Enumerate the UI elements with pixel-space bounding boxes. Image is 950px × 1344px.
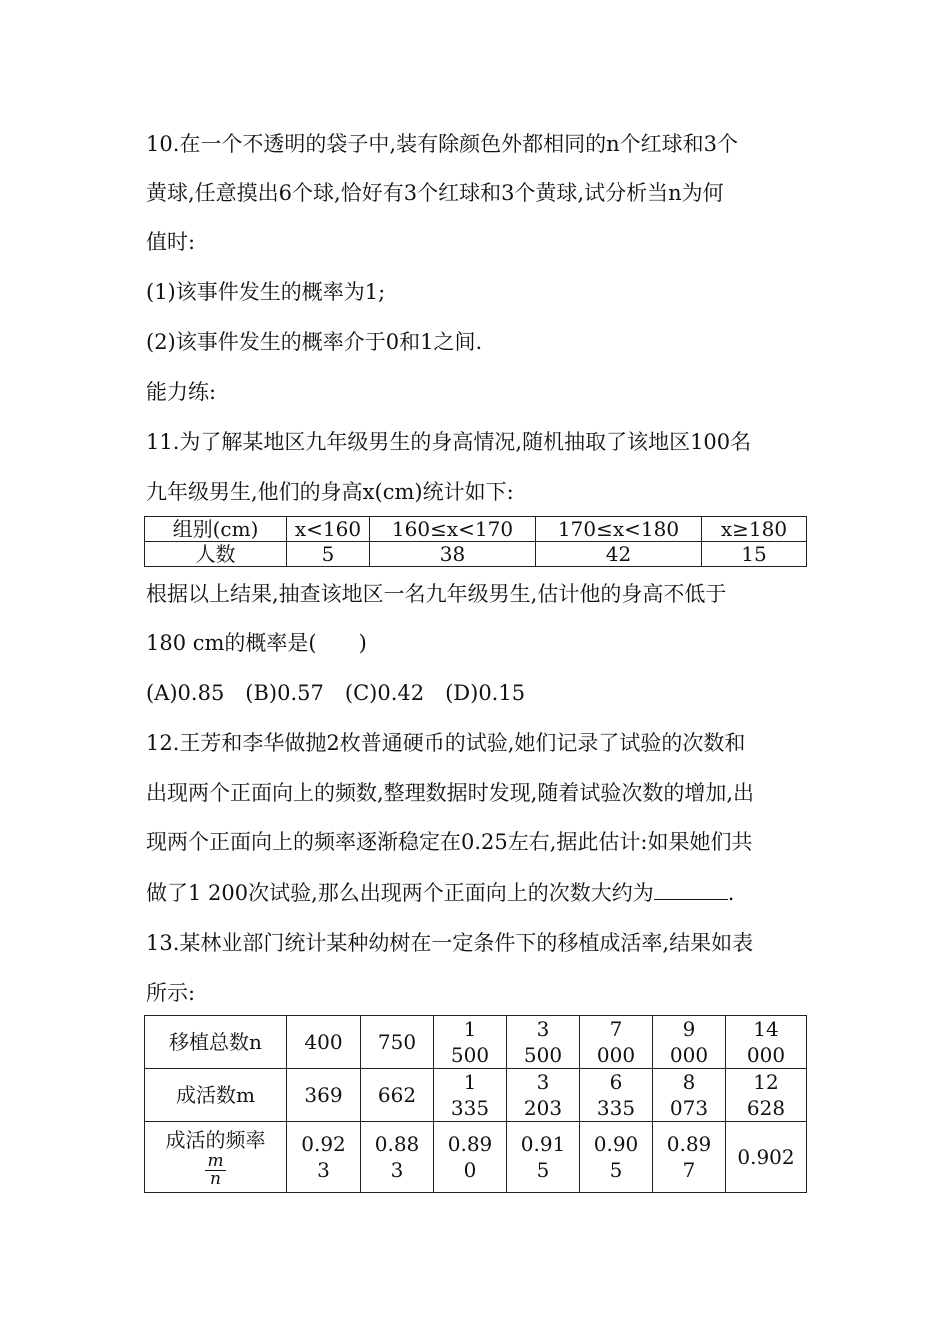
- table-cell: 0.92 3: [287, 1122, 361, 1193]
- table-cell: 12 628: [726, 1069, 807, 1122]
- height-table: [144, 516, 807, 567]
- table-row: [145, 1122, 807, 1193]
- table-row: [145, 1016, 807, 1069]
- table-cell: 1 335: [434, 1069, 507, 1122]
- table-cell: 662: [361, 1069, 434, 1122]
- answer-blank: [654, 878, 728, 900]
- q12-line-4: [146, 878, 734, 907]
- fraction-denominator: n: [210, 1168, 221, 1189]
- table-cell: 成活数m: [145, 1069, 287, 1122]
- table-cell: 人数: [145, 542, 287, 567]
- table-cell: 8 073: [653, 1069, 726, 1122]
- table-cell: 0.88 3: [361, 1122, 434, 1193]
- table-cell: 14 000: [726, 1016, 807, 1069]
- table-cell: 5: [287, 542, 370, 567]
- table-cell: 42: [536, 542, 702, 567]
- table-cell: 3 500: [507, 1016, 580, 1069]
- table-row: [145, 1069, 807, 1122]
- table-cell: 38: [370, 542, 536, 567]
- q12-line-4-end: .: [727, 881, 735, 905]
- table-cell: 9 000: [653, 1016, 726, 1069]
- q11-line-3: 根据以上结果,抽查该地区一名九年级男生,估计他的身高不低于: [146, 582, 727, 606]
- table-cell: 369: [287, 1069, 361, 1122]
- q11-line-4: 180 cm的概率是( ): [146, 631, 367, 655]
- table-cell: 0.91 5: [507, 1122, 580, 1193]
- q12-line-3: 现两个正面向上的频率逐渐稳定在0.25左右,据此估计:如果她们共: [146, 830, 753, 854]
- table-cell-frequency-label: [145, 1122, 287, 1193]
- fraction-m-over-n: [205, 1150, 225, 1189]
- table-cell: x≥180: [702, 517, 807, 542]
- q10-line-1: 10.在一个不透明的袋子中,装有除颜色外都相同的n个红球和3个: [146, 132, 738, 156]
- table-cell: 3 203: [507, 1069, 580, 1122]
- q10-line-2: 黄球,任意摸出6个球,恰好有3个红球和3个黄球,试分析当n为何: [146, 181, 724, 205]
- table-cell: 750: [361, 1016, 434, 1069]
- table-row: [145, 542, 807, 567]
- q10-part-1: (1)该事件发生的概率为1;: [146, 280, 386, 304]
- table-cell: 160≤x<170: [370, 517, 536, 542]
- q12-line-1: 12.王芳和李华做抛2枚普通硬币的试验,她们记录了试验的次数和: [146, 731, 746, 755]
- table-cell: 1 500: [434, 1016, 507, 1069]
- table-cell: 0.90 5: [580, 1122, 653, 1193]
- q13-line-1: 13.某林业部门统计某种幼树在一定条件下的移植成活率,结果如表: [146, 931, 754, 955]
- table-cell: 7 000: [580, 1016, 653, 1069]
- q12-line-4-text: 做了1 200次试验,那么出现两个正面向上的次数大约为: [146, 881, 654, 905]
- table-cell: 0.89 0: [434, 1122, 507, 1193]
- q11-line-2: 九年级男生,他们的身高x(cm)统计如下:: [146, 480, 514, 504]
- q11-options: (A)0.85 (B)0.57 (C)0.42 (D)0.15: [146, 681, 526, 705]
- table-cell: 0.89 7: [653, 1122, 726, 1193]
- table-cell: 400: [287, 1016, 361, 1069]
- q12-line-2: 出现两个正面向上的频数,整理数据时发现,随着试验次数的增加,出: [146, 781, 755, 805]
- frequency-label: 成活的频率: [165, 1127, 266, 1152]
- table-cell: 170≤x<180: [536, 517, 702, 542]
- q10-part-2: (2)该事件发生的概率介于0和1之间.: [146, 330, 483, 354]
- table-row: [145, 517, 807, 542]
- table-cell: 组别(cm): [145, 517, 287, 542]
- table-cell: 6 335: [580, 1069, 653, 1122]
- section-label: 能力练:: [146, 380, 217, 404]
- q10-line-3: 值时:: [146, 230, 196, 254]
- table-cell: 移植总数n: [145, 1016, 287, 1069]
- fraction-numerator: m: [207, 1150, 224, 1171]
- table-cell: 0.902: [726, 1122, 807, 1193]
- table-cell: 15: [702, 542, 807, 567]
- table-cell: x<160: [287, 517, 370, 542]
- transplant-table: [144, 1015, 807, 1193]
- q11-line-1: 11.为了解某地区九年级男生的身高情况,随机抽取了该地区100名: [146, 430, 752, 454]
- q13-line-2: 所示:: [146, 981, 196, 1005]
